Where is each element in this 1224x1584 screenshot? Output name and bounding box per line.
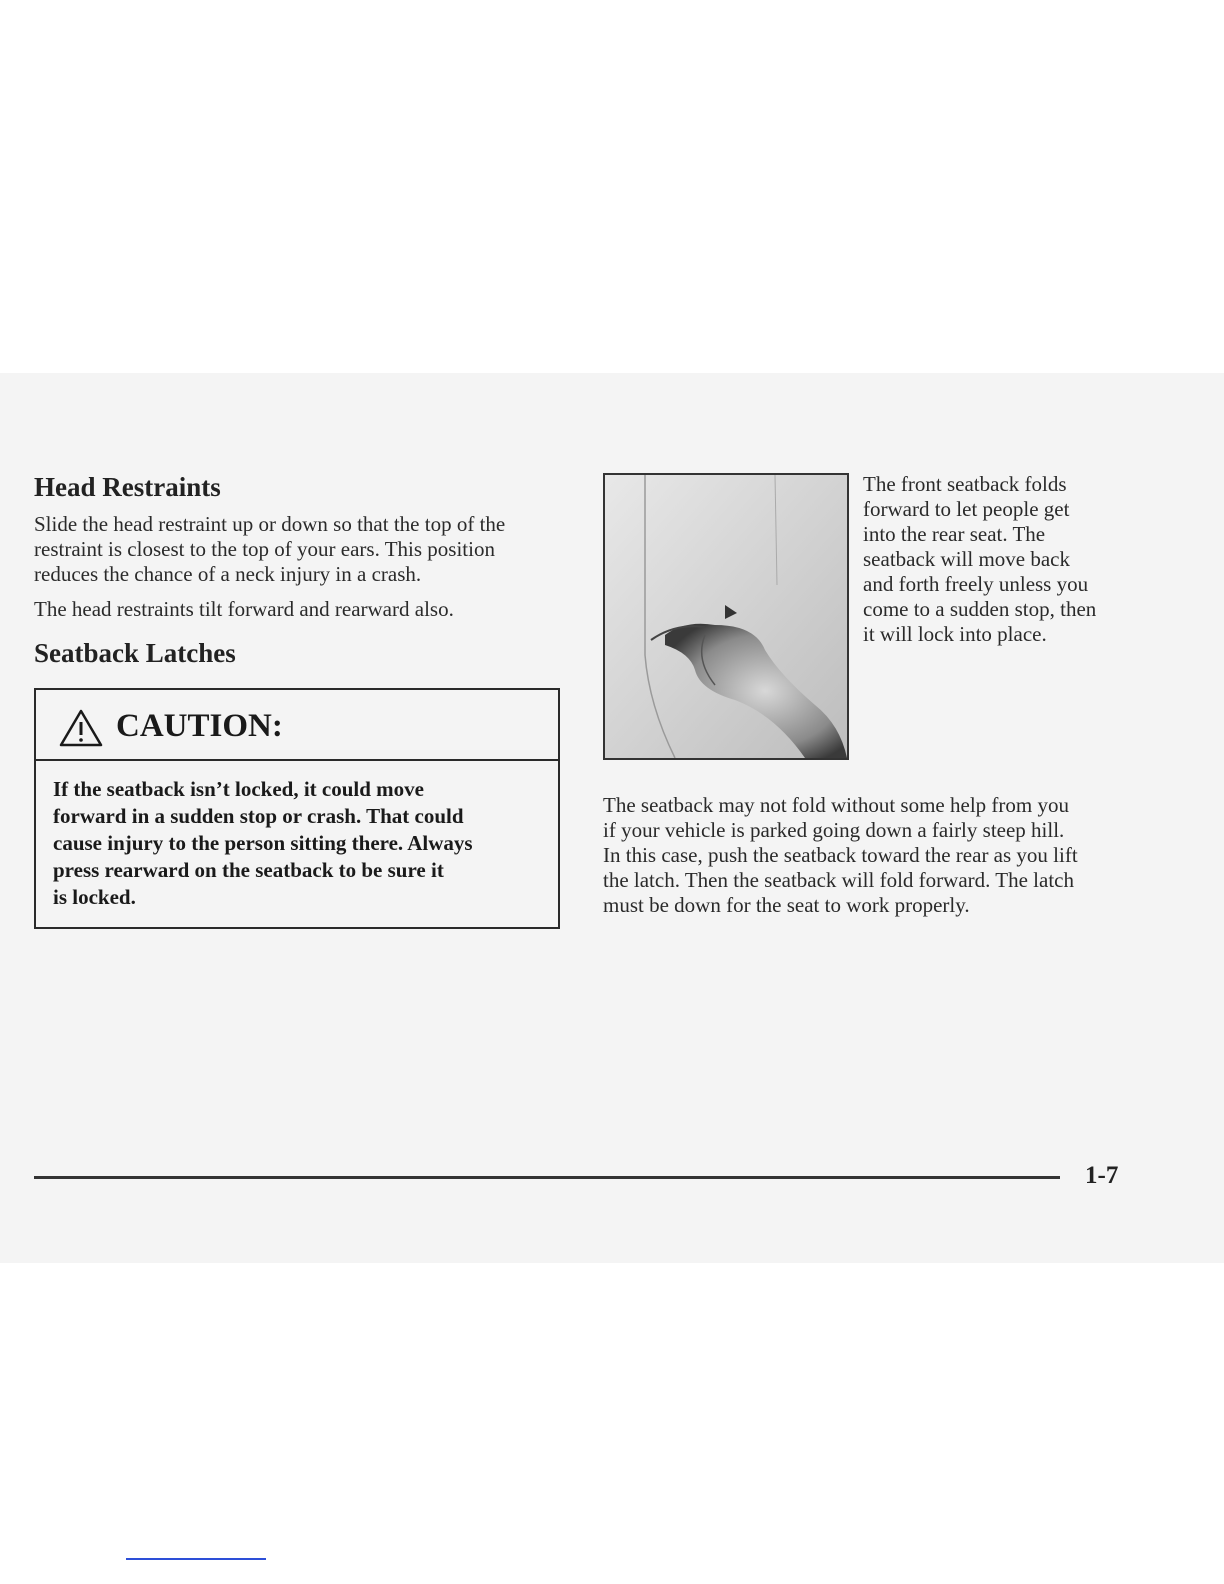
text-line: The front seatback folds	[863, 472, 1067, 496]
text-line: reduces the chance of a neck injury in a crash.	[34, 562, 422, 586]
text-line: forward to let people get	[863, 497, 1070, 521]
text-line: the latch. Then the seatback will fold forward. The latch	[603, 868, 1074, 892]
text-line: and forth freely unless you	[863, 572, 1089, 596]
text-line: must be down for the seat to work properly.	[603, 893, 970, 917]
caution-header	[36, 690, 558, 761]
seatback-hill-paragraph	[603, 793, 1078, 918]
text-line: seatback will move back	[863, 547, 1071, 571]
text-line: into the rear seat. The	[863, 522, 1046, 546]
caution-text	[53, 776, 533, 911]
text-line: The seatback may not fold without some help from you	[603, 793, 1069, 817]
text-line: is locked.	[53, 885, 136, 909]
head-restraints-paragraph	[34, 512, 505, 587]
caution-title: CAUTION:	[116, 708, 283, 744]
text-line: In this case, push the seatback toward the rear as you lift	[603, 843, 1078, 867]
text-line: If the seatback isn’t locked, it could move	[53, 777, 424, 801]
caution-box	[34, 688, 560, 929]
text-line: cause injury to the person sitting there. Always	[53, 831, 473, 855]
text-line: Slide the head restraint up or down so that the top of the	[34, 512, 506, 536]
head-restraints-tilt-paragraph: The head restraints tilt forward and rearward also.	[34, 597, 454, 621]
warning-triangle-icon	[58, 708, 104, 748]
text-line: restraint is closest to the top of your ears. This position	[34, 537, 495, 561]
heading-head-restraints: Head Restraints	[34, 472, 221, 502]
seatback-latch-illustration	[603, 473, 849, 760]
page-number: 1-7	[1085, 1162, 1119, 1189]
link-underline	[126, 1558, 266, 1560]
heading-seatback-latches: Seatback Latches	[34, 638, 236, 668]
figure-caption	[863, 472, 1096, 647]
text-line: if your vehicle is parked going down a fairly steep hill.	[603, 818, 1065, 842]
text-line: forward in a sudden stop or crash. That could	[53, 804, 464, 828]
text-line: press rearward on the seatback to be sure it	[53, 858, 444, 882]
text-line: come to a sudden stop, then	[863, 597, 1097, 621]
footer-rule	[34, 1176, 1060, 1179]
text-line: it will lock into place.	[863, 622, 1047, 646]
seatback-latch-drawing	[605, 475, 847, 758]
